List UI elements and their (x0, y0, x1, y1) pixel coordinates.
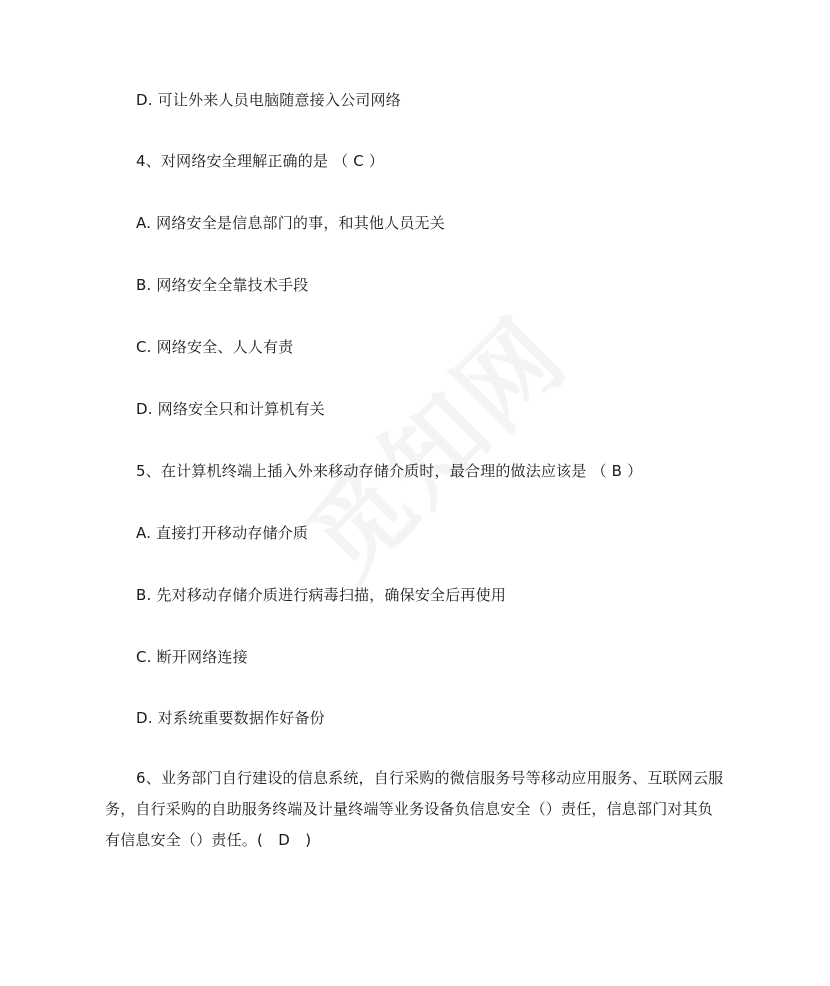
option-a-q5: A. 直接打开移动存储介质 (136, 524, 309, 542)
option-c-q4: C. 网络安全、人人有责 (136, 338, 294, 356)
option-a-q4: A. 网络安全是信息部门的事，和其他人员无关 (136, 214, 445, 232)
option-d-q3: D. 可让外来人员电脑随意接入公司网络 (136, 91, 401, 109)
question-5: 5、在计算机终端上插入外来移动存储介质时，最合理的做法应该是 （ B ） (136, 462, 643, 480)
watermark (270, 281, 592, 603)
question-6 (105, 763, 727, 856)
question-6-text: 6、业务部门自行建设的信息系统，自行采购的微信服务号等移动应用服务、互联网云服务，自行采购的自助服务终端及计量终端等业务设备负信息安全（）责任，信息部门对其负有信息安全（）责任。( D ) (105, 769, 724, 849)
option-b-q5: B. 先对移动存储介质进行病毒扫描，确保安全后再使用 (136, 586, 507, 604)
option-d-q5: D. 对系统重要数据作好备份 (136, 709, 325, 727)
option-d-q4: D. 网络安全只和计算机有关 (136, 400, 325, 418)
option-c-q5: C. 断开网络连接 (136, 648, 248, 666)
option-b-q4: B. 网络安全全靠技术手段 (136, 276, 309, 294)
question-4: 4、对网络安全理解正确的是 （ C ） (136, 152, 385, 170)
